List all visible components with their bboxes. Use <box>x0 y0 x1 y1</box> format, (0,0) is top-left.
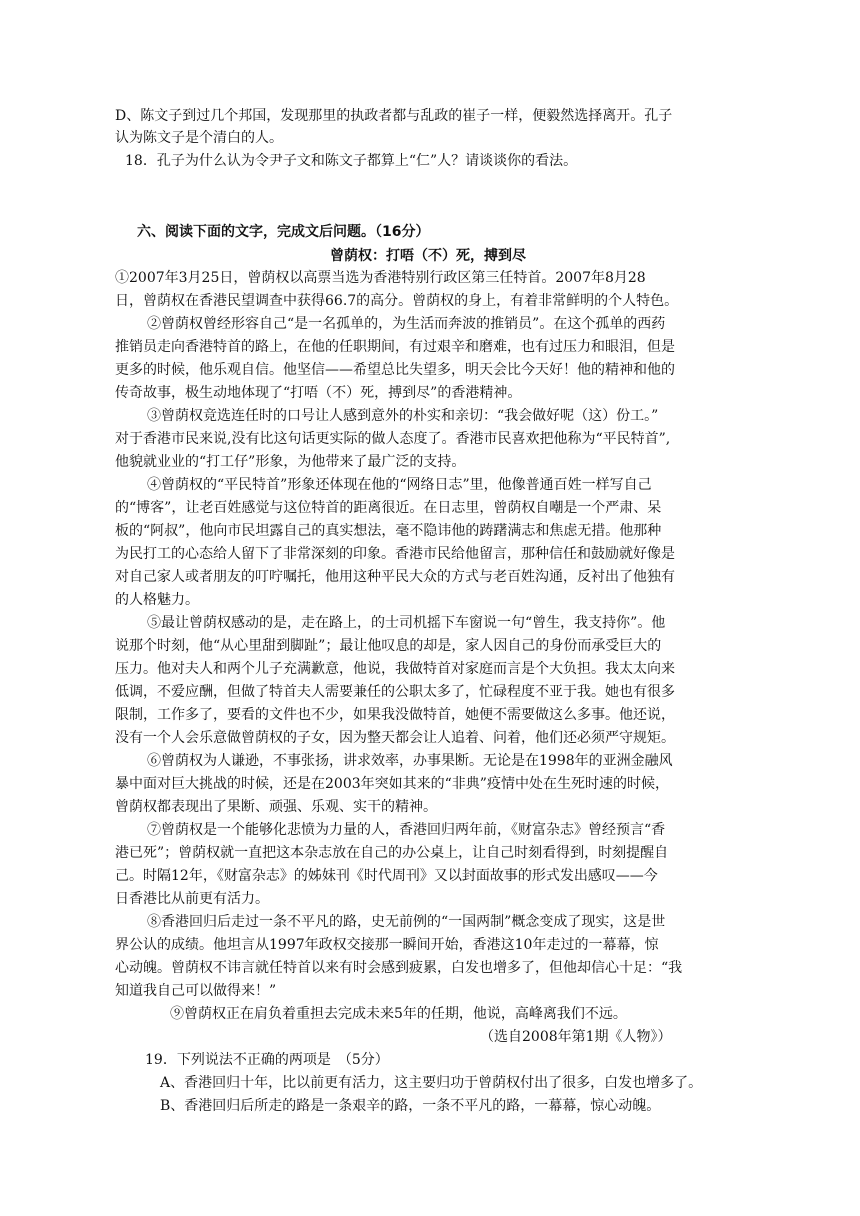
section-heading: 六、阅读下面的文字，完成文后问题。（16分） <box>137 224 430 240</box>
source-citation: （选自2008年第1期《人物》） <box>480 1029 672 1045</box>
question-19-stem: 19．下列说法不正确的两项是 （5分） <box>145 1052 389 1068</box>
paragraph-2-line: 更多的时候，他乐观自信。他坚信——希望总比失望多，明天会比今天好！他的精神和他的 <box>115 362 675 378</box>
paragraph-7-line: 日香港比从前更有活力。 <box>115 891 269 907</box>
paragraph-6-line: 暴中面对巨大挑战的时候，还是在2003年突如其来的“非典”疫情中处在生死时速的时候， <box>115 776 669 792</box>
paragraph-5-line: 没有一个人会乐意做曾荫权的子女，因为整天都会让人追着、问着，他们还必须严守规矩。 <box>115 730 675 746</box>
paragraph-2-line: ②曾荫权曾经形容自己“是一名孤单的，为生活而奔波的推销员”。在这个孤单的西药 <box>147 316 666 332</box>
paragraph-2-line: 传奇故事，极生动地体现了“打唔（不）死，搏到尽”的香港精神。 <box>115 385 522 401</box>
paragraph-7-line: 己。时隔12年，《财富杂志》的姊妹刊《时代周刊》又以封面故事的形式发出感叹——今 <box>115 868 658 884</box>
paragraph-3-line: 他貌就业业的“打工仔”形象，为他带来了最广泛的支持。 <box>115 454 466 470</box>
paragraph-2-line: 推销员走向香港特首的路上，在他的任职期间，有过艰辛和磨难，也有过压力和眼泪，但是 <box>115 339 675 355</box>
paragraph-5-line: 说那个时刻，他“从心里甜到脚趾”；最让他叹息的却是，家人因自己的身份而承受巨大的 <box>115 638 662 654</box>
question-19-option-a: A、香港回归十年，比以前更有活力，这主要归功于曾荫权付出了很多，白发也增多了。 <box>160 1075 703 1091</box>
paragraph-5-line: 压力。他对夫人和两个儿子充满歉意，他说，我做特首对家庭而言是个大负担。我太太向来 <box>115 661 675 677</box>
paragraph-3-line: 对于香港市民来说,没有比这句话更实际的做人态度了。香港市民喜欢把他称为“平民特首”, <box>115 431 671 447</box>
paragraph-8-line: ⑧香港回归后走过一条不平凡的路，史无前例的“一国两制”概念变成了现实，这是世 <box>147 914 666 930</box>
paragraph-1-line: ①2007年3月25日，曾荫权以高票当选为香港特别行政区第三任特首。2007年8月28 <box>115 270 646 286</box>
paragraph-4-line: ④曾荫权的“平民特首”形象还体现在他的“网络日志”里，他像普通百姓一样写自己 <box>147 477 652 493</box>
paragraph-4-line: 的“博客”，让老百姓感觉与这位特首的距离很近。在日志里，曾荫权自嘲是一个严肃、呆 <box>115 500 662 516</box>
option-d-line-2: 认为陈文子是个清白的人。 <box>115 130 283 146</box>
paragraph-4-line: 的人格魅力。 <box>115 592 199 608</box>
paragraph-4-line: 板的“阿叔”，他向市民坦露自己的真实想法，毫不隐讳他的踌躇满志和焦虑无措。他那种 <box>115 523 662 539</box>
option-d-line-1: D、陈文子到过几个邦国，发现那里的执政者都与乱政的崔子一样，便毅然选择离开。孔子 <box>115 108 673 124</box>
paragraph-6-line: 曾荫权都表现出了果断、顽强、乐观、实干的精神。 <box>115 799 437 815</box>
paragraph-3-line: ③曾荫权竞选连任时的口号让人感到意外的朴实和亲切：“我会做好呢（这）份工。” <box>147 408 659 424</box>
paragraph-4-line: 对自己家人或者朋友的叮咛嘱托，他用这种平民大众的方式与老百姓沟通，反衬出了他独有 <box>115 569 675 585</box>
question-19-option-b: B、香港回归后所走的路是一条艰辛的路，一条不平凡的路，一幕幕，惊心动魄。 <box>160 1098 661 1114</box>
paragraph-5-line: 限制，工作多了，要看的文件也不少，如果我没做特首，她便不需要做这么多事。他还说， <box>115 707 675 723</box>
paragraph-8-line: 知道我自己可以做得来！” <box>115 983 277 999</box>
paragraph-1-line: 日，曾荫权在香港民望调查中获得66.7的高分。曾荫权的身上，有着非常鲜明的个人特色。 <box>115 293 679 309</box>
paragraph-7-line: 港已死”；曾荫权就一直把这本杂志放在自己的办公桌上，让自己时刻看得到，时刻提醒自 <box>115 845 669 861</box>
paragraph-9-line: ⑨曾荫权正在肩负着重担去完成未来5年的任期，他说，高峰离我们不远。 <box>170 1006 627 1022</box>
paragraph-8-line: 心动魄。曾荫权不讳言就任特首以来有时会感到疲累，白发也增多了，但他却信心十足：“我 <box>115 960 683 976</box>
paragraph-4-line: 为民打工的心态给人留下了非常深刻的印象。香港市民给他留言，那种信任和鼓励就好像是 <box>115 546 675 562</box>
paragraph-5-line: ⑤最让曾荫权感动的是，走在路上，的士司机摇下车窗说一句“曾生，我支持你”。他 <box>147 615 666 631</box>
paragraph-5-line: 低调，不爱应酬，但做了特首夫人需要兼任的公职太多了，忙碌程度不亚于我。她也有很多 <box>115 684 675 700</box>
question-18: 18．孔子为什么认为令尹子文和陈文子都算上“仁”人？请谈谈你的看法。 <box>125 153 578 169</box>
article-title: 曾荫权：打唔（不）死，搏到尽 <box>330 248 526 264</box>
paragraph-6-line: ⑥曾荫权为人谦逊，不事张扬，讲求效率，办事果断。无论是在1998年的亚洲金融风 <box>147 753 673 769</box>
paragraph-8-line: 界公认的成绩。他坦言从1997年政权交接那一瞬间开始，香港这10年走过的一幕幕，惊 <box>115 937 659 953</box>
paragraph-7-line: ⑦曾荫权是一个能够化悲愤为力量的人，香港回归两年前，《财富杂志》曾经预言“香 <box>147 822 666 838</box>
